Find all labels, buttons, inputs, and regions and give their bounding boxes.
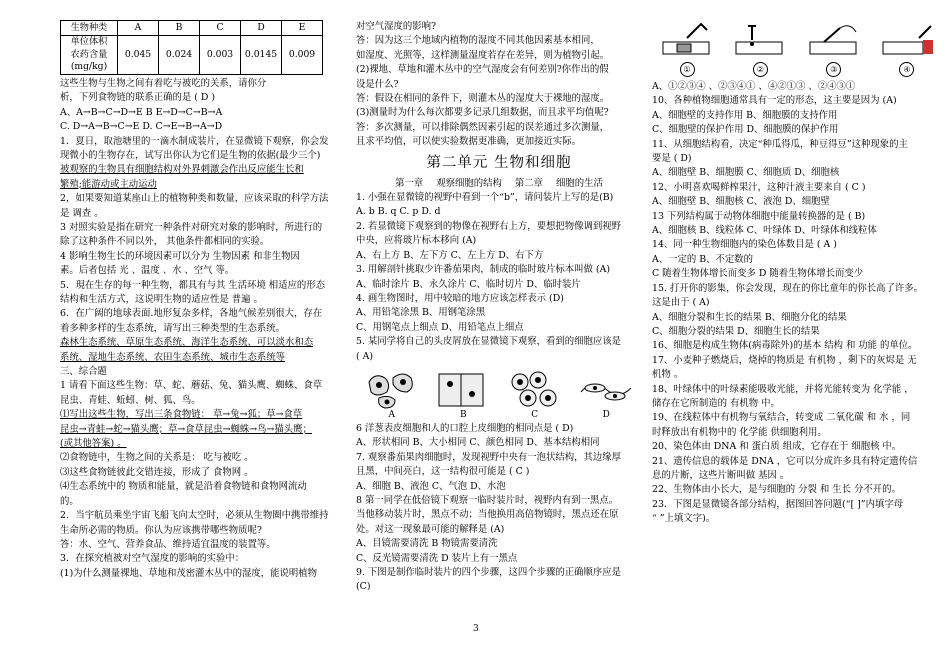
figure-label: D [602, 409, 610, 420]
text-line: 且求平均值，可以使实验数据更准确，更加接近实际。 [356, 136, 582, 148]
row-label [61, 36, 118, 75]
cell-figure-c [508, 370, 562, 420]
text-line: 2. 若显微镜下观察到的物像在视野右上方，要想把物像调到视野 [356, 220, 622, 232]
page-number: 3 [473, 624, 479, 634]
text-line: A、细胞核 B、线粒体 C、叶绿体 D、叶绿体和线粒体 [652, 225, 877, 237]
text-line: 中央，应将玻片标本移向 (A) [356, 235, 477, 247]
step-2 [725, 20, 795, 78]
irregular-cells-icon [365, 370, 419, 410]
text-line: 18、叶绿体中的叶绿素能吸收光能，并将光能转变为 化学能 ， [652, 383, 914, 395]
text-line: 设是什么? [356, 78, 399, 90]
multiple-choice-1 [356, 191, 642, 364]
text-line: A、细胞分裂和生长的结果 B、细胞分化的结果 [652, 311, 847, 323]
text-line: 储存在它所制造的 有机物 中。 [652, 397, 780, 409]
text-line: 10、各种植物细胞通常具有一定的形态，这主要是因为 (A) [652, 95, 897, 107]
cell-figure-a [365, 370, 419, 420]
text-line: 三、综合题 [60, 366, 107, 378]
text-line: C、用钢笔点上细点 D、用铅笔点上细点 [356, 321, 524, 333]
text-line: 息的片断，这些片断叫做 基因 。 [652, 469, 790, 481]
text-line: C、细胞壁的保护作用 D、细胞膜的保护作用 [652, 124, 839, 136]
text-line: 答：多次测量，可以排除偶然因素引起的误差通过多次测量， [356, 121, 610, 133]
table-cell: 0.024 [159, 36, 200, 75]
text-line: 着多种多样的生态系统，请写出三种类型的生态系统。 [60, 322, 286, 334]
figure-label: B [459, 409, 467, 420]
slide-steps-figure [652, 20, 942, 78]
text-line: 23．下图是显微镜各部分结构，据图回答问题(“[ ]”内填字母 [652, 498, 904, 510]
right-column-text [652, 80, 942, 527]
text-line: 14、同一种生物细胞内的染色体数目是 ( A ) [652, 239, 837, 251]
text-line: 如湿度、光照等，这样测量湿度若存在差异，则为植物引起。 [356, 49, 610, 61]
experiment-answers [356, 20, 642, 150]
text-line: A、①②③④ 、②③④① 、④②①③ 、②④③① [652, 81, 856, 92]
text-line: 6．在广阔的地球表面.地形复杂多样，各地气候差别很大，存在 [60, 308, 323, 320]
middle-column [356, 20, 642, 595]
table-header-cell: A [118, 21, 159, 36]
text-line: 且黑，中间亮白，这一结构很可能是 ( C ) [356, 466, 530, 478]
text-line: 17、小麦种子燃烧后，烧掉的物质是 有机物 ，剩下的灰烬是 无 [652, 354, 917, 366]
text-line: 答：假设在相同的条件下，则灌木丛的湿度大于裸地的湿度。 [356, 93, 610, 105]
text-line: 现微小的生物存在，试写出你认为它们是生物的依据(最少三个) [60, 149, 321, 161]
text-line: 13 下列结构属于动物体细胞中能量转换器的是 ( B) [652, 210, 866, 222]
step-number: ④ [899, 62, 914, 77]
slide-step-icon [730, 20, 790, 62]
text-line: 的。 [60, 495, 79, 507]
table-cell: 0.009 [282, 36, 323, 75]
text-line: A、形状相同 B、大小相同 C、颜色相同 D、基本结构相同 [356, 437, 600, 449]
text-line: A、右上方 B、左下方 C、左上方 D、右下方 [356, 249, 544, 261]
text-line: 1．夏日，取池塘里的一滴水制成装片，在显微镜下观察，你会发 [60, 135, 329, 147]
text-line: (2)裸地、草地和灌木丛中的空气湿度会有何差别?你作出的假 [356, 64, 609, 76]
text-line: 除了这种条件不同以外， 其他条件都相同的实验。 [60, 236, 270, 248]
text-line: 是 调查 。 [60, 207, 104, 219]
spindle-cells-icon [579, 370, 633, 410]
step-number: ① [680, 62, 695, 77]
text-line: 1 请看下面这些生物：草、蛇、蘑菇、兔、猫头鹰、蜘蛛、食草 [60, 380, 323, 392]
round-cells-icon [508, 370, 562, 410]
text-line: 12、小明喜欢喝鲜榨果汁，这种汁液主要来自 ( C ) [652, 181, 866, 193]
table-header-cell: D [241, 21, 282, 36]
text-line: 这是由于 ( A) [652, 297, 710, 309]
text-line: A、细胞壁 B、细胞膜 C、细胞质 D、细胞核 [652, 167, 840, 179]
text-line: 昆虫→青蛙→蛇→猫头鹰；草→食草昆虫→蜘蛛→鸟→猫头鹰； [60, 423, 312, 435]
text-line: A. b B. q C. p D. d [356, 206, 441, 218]
text-line: 15. 打开你的影集，你会发现，现在的你比童年的你长高了许多。 [652, 282, 924, 294]
text-line: 3. 用解剖针挑取少许番茄果肉，制成的临时玻片标本叫做 (A) [356, 264, 610, 276]
text-line: 1. 小强在显微镜的视野中看到一个“b”，请问装片上写的是(B) [356, 192, 614, 204]
text-line: 19、在线粒体中有机物与氧结合，转变成 二氧化碳 和 水 ，同 [652, 412, 911, 424]
text-line: “ ”上填文字)。 [652, 513, 716, 525]
step-3 [799, 20, 869, 78]
cell-figures [356, 368, 642, 420]
step-number: ③ [826, 62, 841, 77]
text-line: 当他移动装片时，黑点不动；当他换用高倍物镜时，黑点还在原 [356, 509, 619, 521]
text-line: ⑴写出这些生物，写出三条食物链： 草→兔→狐；草→食草 [60, 409, 303, 421]
row-label-line: (mg/kg) [70, 61, 108, 73]
text-line: C、反光镜需要清洗 D 装片上有一黑点 [356, 552, 518, 564]
text-line: A、细胞壁 B、细胞核 C、液泡 D、细胞壁 [652, 196, 830, 208]
text-line: A、临时涂片 B、永久涂片 C、临时切片 D、临时装片 [356, 278, 581, 290]
text-line: C 随着生物体增长而变多 D 随着生物体增长而变少 [652, 268, 864, 280]
text-line: 5. 某同学将自己的头皮屑放在显微镜下观察，看到的细胞应该是 [356, 336, 622, 348]
figure-label: A [388, 409, 395, 420]
text-line: 8 第一同学在低倍镜下观察一临时装片时，视野内有到一黑点。 [356, 494, 619, 506]
text-line: 处。对这一现象最可能的解释是 (A) [356, 523, 505, 535]
row-label-line: 农药含量 [70, 48, 108, 60]
text-line: 20、染色体由 DNA 和 蛋白质 组成，它存在于 细胞核 中。 [652, 441, 902, 453]
left-column-text [60, 77, 346, 581]
text-line: A、一定的 B、不定数的 [652, 253, 754, 265]
text-line: A、目镜需要清洗 B 物镜需要清洗 [356, 538, 498, 550]
text-line: C、细胞分裂的结果 D、细胞生长的结果 [652, 325, 820, 337]
text-line: C. D→A→B→C→E D. C→E→B→A→D [60, 121, 223, 133]
text-line: 4. 画生物图时，用中较暗的地方应该怎样表示 (D) [356, 292, 564, 304]
text-line: 答：因为这三个地域内植物的湿度不同其他因素基本相同， [356, 35, 600, 47]
text-line: 2．当宇航员乘坐宇宙飞船飞向太空时，必须从生物圈中携带维持 [60, 510, 329, 522]
text-line: (1)为什么测量裸地、草地和茂密灌木丛中的湿度，能说明植物 [60, 567, 318, 579]
text-line: 森林生态系统、草原生态系统、海洋生态系统、可以淡水和态 [60, 337, 314, 349]
text-line: 22、生物体由小长大，是与细胞的 分裂 和 生长 分不开的。 [652, 484, 901, 496]
text-line: ( A) [356, 350, 374, 362]
text-line: 析，下列食物链的联系正确的是 ( D ) [60, 92, 216, 104]
text-line: A、细胞 B、液泡 C、气泡 D、水泡 [356, 480, 506, 492]
step-number: ② [753, 62, 768, 77]
text-line: 5．現在生存的每一种生物，都具有与其 生活环境 相适应的形态 [60, 279, 326, 291]
text-line: ⑷生态系统中的 物质和能量，就是沿着食物链和食物网流动 [60, 481, 307, 493]
text-line: (3)测量时为什么每次都要多记录几组数据，而且求平均值呢? [356, 107, 609, 119]
text-line: 机物 。 [652, 369, 684, 381]
step-1 [652, 20, 722, 78]
cell-figure-d [579, 370, 633, 420]
text-line: 生命所必需的物质。你认为应该携带哪些物质呢? [60, 524, 262, 536]
table-cell: 0.0145 [241, 36, 282, 75]
text-line: 6 洋葱表皮细胞和人的口腔上皮细胞的相同点是 ( D) [356, 422, 574, 434]
text-line: ⑶这些食物链彼此交错连接，形成了 食物网 。 [60, 466, 254, 478]
text-line: 对空气湿度的影响? [356, 21, 437, 32]
text-line: 繁殖;能游动或主动运动 [60, 178, 157, 190]
text-line: 3 对照实验是指在研究一种条件对研究对象的影响时，所进行的 [60, 221, 323, 233]
slide-step-icon [877, 20, 937, 62]
pesticide-table [60, 20, 323, 75]
text-line: 7. 观察番茄果肉细胞时，发现视野中央有一泡状结构，其边缘厚 [356, 451, 622, 463]
text-line: A、用铅笔涂黑 B、用钢笔涂黑 [356, 307, 486, 319]
text-line: 要是 ( D) [652, 153, 692, 165]
step-4 [872, 20, 942, 78]
chapter-heading: 第一章 观察细胞的结构 第二章 细胞的生活 [395, 177, 603, 189]
table-cell: 0.045 [118, 36, 159, 75]
text-line: 11、从细胞结构看，决定“种瓜得瓜，种豆得豆”这种现象的主 [652, 138, 908, 150]
text-line: 素。后者包括 光 、温度 、水 、空气 等。 [60, 265, 235, 277]
text-line: 21、遗传信息的载体是 DNA ，它可以分成许多具有特定遗传信 [652, 455, 918, 467]
text-line: ⑵食物链中，生物之间的关系是： 吃与被吃 。 [60, 452, 254, 464]
text-line: A、A→B→C→D→E B E→D→C→B→A [60, 106, 223, 118]
table-header-cell: B [159, 21, 200, 36]
text-line: 2，如果要知道某座山上的植物种类和数量，应该采取的科学方法 [60, 193, 329, 205]
figure-label: C [531, 409, 539, 420]
text-line: 被观察的生物具有细胞结构对外界刺激会作出反应能生长和 [60, 164, 304, 176]
table-header-cell: 生物种类 [61, 21, 118, 36]
right-column [652, 20, 942, 527]
text-line: 答：水、空气、营养食品、维持适宜温度的装置等。 [60, 538, 276, 550]
row-label-line: 单位体积 [70, 36, 108, 48]
table-header-cell: E [282, 21, 323, 36]
text-line: 3．在探究植被对空气湿度的影响的实验中： [60, 553, 245, 565]
text-line: (或其他答案) 。 [60, 438, 127, 450]
table-cell: 0.003 [200, 36, 241, 75]
text-line: 昆虫、青蛙、蚯蚓、树、狐、鸟。 [60, 394, 201, 406]
slide-step-icon [657, 20, 717, 62]
text-line: 16、细胞是构成生物体(病毒除外)的基本 结构 和 功能 的单位。 [652, 340, 918, 352]
text-line: 这些生物与生物之间有着吃与被吃的关系，请你分 [60, 77, 267, 89]
text-line: (C) [356, 581, 371, 593]
text-line: 结构和生活方式，这说明生物的适应性是 普遍 。 [60, 294, 263, 305]
table-header-cell: C [200, 21, 241, 36]
left-column [60, 20, 346, 581]
plant-cells-icon [436, 370, 490, 410]
text-line: 4 影响生物生长的环境因素可以分为 生物因素 和非生物因 [60, 250, 300, 262]
text-line: 9. 下图是制作临时装片的四个步骤，这四个步骤的正确顺序应是 [356, 567, 622, 578]
multiple-choice-2 [356, 422, 642, 595]
text-line: 系统、湿地生态系统、农田生态系统、城市生态系统等 [60, 351, 286, 363]
text-line: A、细胞壁的支持作用 B、细胞膜的支持作用 [652, 109, 838, 121]
text-line: 时释放出有机物中的 化学能 供细胞利用。 [652, 426, 827, 438]
slide-step-icon [804, 20, 864, 62]
cell-figure-b [436, 370, 490, 420]
unit-title: 第二单元 生物和细胞 [426, 154, 572, 171]
